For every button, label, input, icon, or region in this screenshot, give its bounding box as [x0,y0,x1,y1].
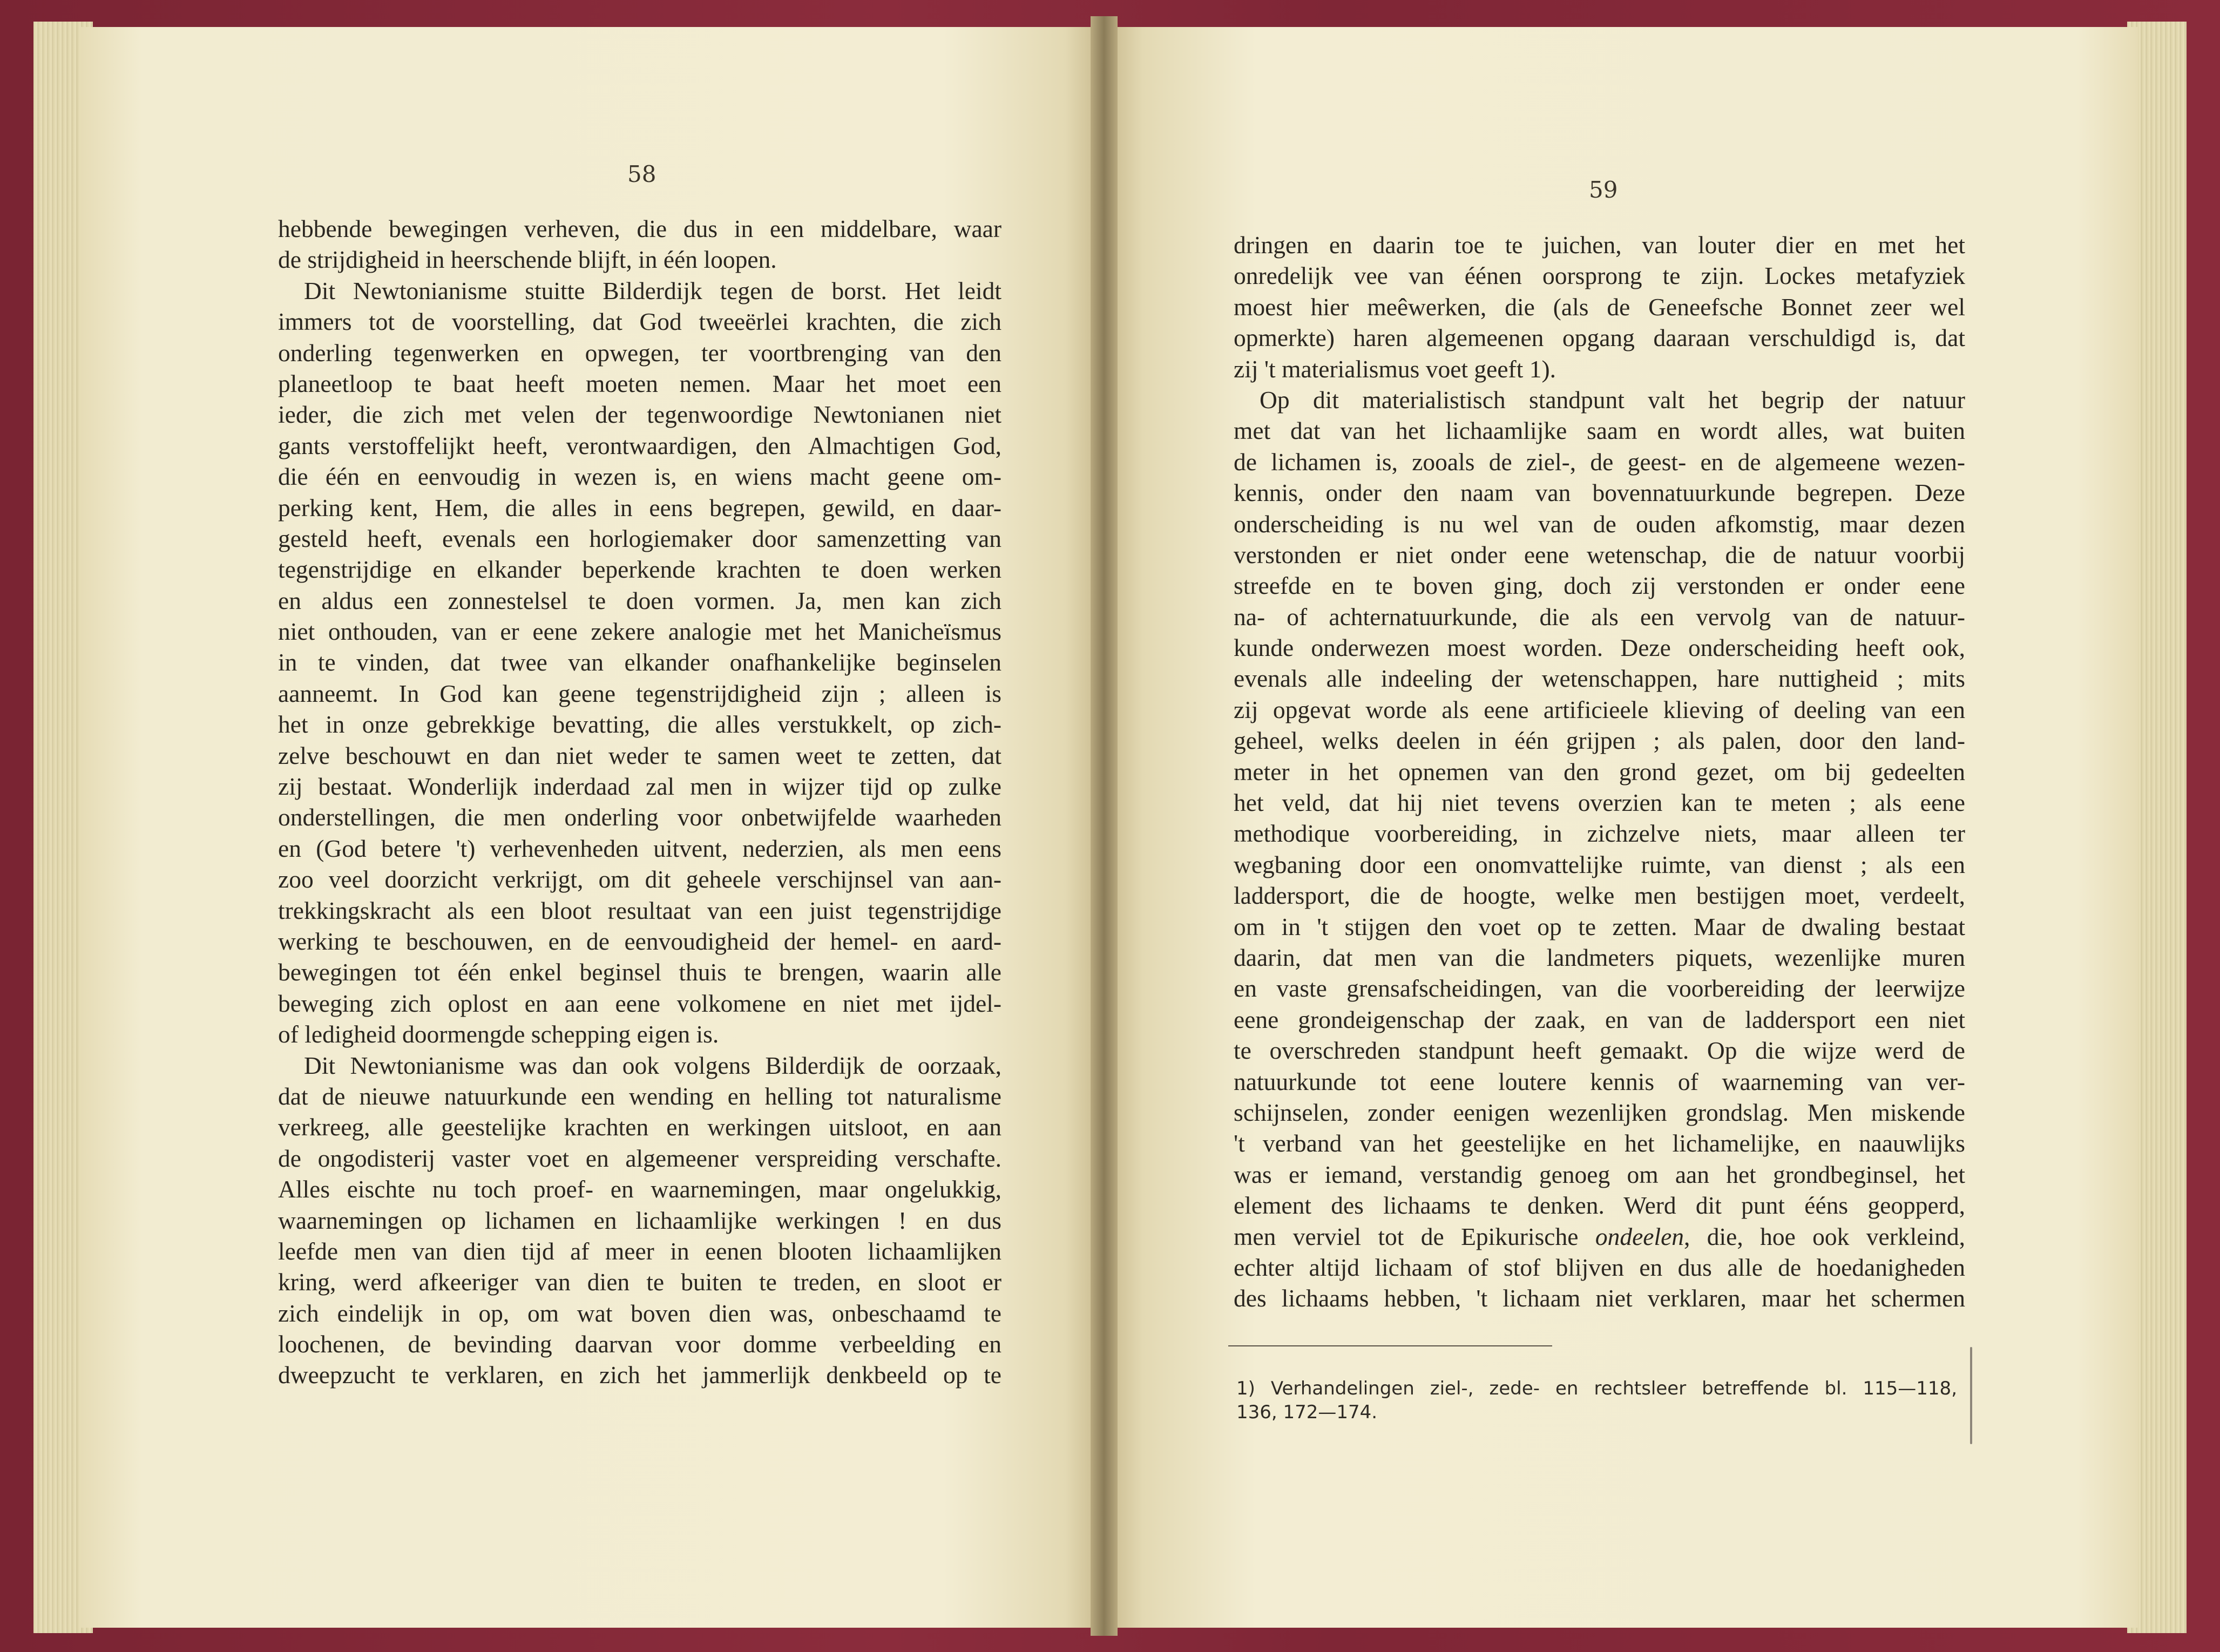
text-line: laddersport, die de hoogte, welke men bestijgen moet, verdeelt, [1234,882,1965,910]
text-line: zoo veel doorzicht verkrijgt, om dit geheele verschijnsel van aan- [278,865,1001,893]
text-line: bewegingen tot één enkel beginsel thuis te brengen, waarin alle [278,958,1001,986]
text-line: Dit Newtonianisme was dan ook volgens Bilderdijk de oorzaak, [304,1051,1001,1079]
text-line: onderscheiding is nu wel van de ouden afkomstig, maar dezen [1234,510,1965,538]
footnote-line: 1) Verhandelingen ziel-, zede- en rechtsleer betreffende bl. 115—118, [1236,1378,1957,1399]
footnote-line: 136, 172—174. [1236,1402,1378,1423]
text-line: Dit Newtonianisme stuitte Bilderdijk tegen de borst. Het leidt [304,276,1001,304]
text-line: de ongodisterij vaster voet en algemeener verspreiding verschafte. [278,1144,1001,1172]
text-line: ieder, die zich met velen der tegenwoordige Newtonianen niet [278,401,1001,429]
text-line: kring, werd afkeeriger van dien te buiten te treden, en sloot er [278,1268,1001,1296]
text-line: het in onze gebrekkige bevatting, die alles verstukkelt, op zich- [278,710,1001,739]
text-line: zelve beschouwt en dan niet weder te samen weet te zetten, dat [278,741,1001,769]
text-line: Alles eischte nu toch proef- en waarnemingen, maar ongelukkig, [278,1175,1001,1203]
text-line: aanneemt. In God kan geene tegenstrijdigheid zijn ; alleen is [278,679,1001,707]
text-line: evenals alle indeeling der wetenschappen, hare nuttigheid ; mits [1234,665,1965,693]
right-page-body [1234,229,1965,1314]
text-line: zij 't materialismus voet geeft 1). [1234,355,1556,383]
text-line: natuurkunde tot eene loutere kennis of waarneming van ver- [1234,1067,1965,1095]
text-line: 't verband van het geestelijke en het lichamelijke, en naauwlijks [1234,1129,1965,1157]
text-line: het veld, dat hij niet tevens overzien kan te meten ; als eene [1234,789,1965,817]
text-line: en aldus een zonnestelsel te doen vormen. Ja, men kan zich [278,586,1001,614]
text-line: moest hier meêwerken, die (als de Geneefsche Bonnet zeer wel [1234,293,1965,321]
footnote-rule [1228,1345,1552,1346]
text-line: dringen en daarin toe te juichen, van louter dier en met het [1234,231,1965,259]
text-line: gants verstoffelijkt heeft, verontwaardigen, den Almachtigen God, [278,431,1001,459]
text-line: methodique voorbereiding, in zichzelve niets, maar alleen ter [1234,820,1965,848]
left-page-body [278,213,1001,1391]
text-line: zich eindelijk in op, om wat boven dien was, onbeschaamd te [278,1299,1001,1327]
page-number-left: 58 [627,161,656,187]
text-line: verstonden er niet onder eene wetenschap, die de natuur voorbij [1234,540,1965,568]
text-line: dat de nieuwe natuurkunde een wending en helling tot naturalisme [278,1082,1001,1110]
text-line: niet onthouden, van er eene zekere analogie met het Manicheïsmus [278,618,1001,646]
text-line: schijnselen, zonder eenigen wezenlijken grondslag. Men miskende [1234,1098,1965,1126]
text-line: en (God betere 't) verhevenheden uitvent, nederzien, als men eens [278,834,1001,862]
text-line: planeetloop te baat heeft moeten nemen. Maar het moet een [278,369,1001,397]
text-line: dweepzucht te verklaren, en zich het jammerlijk denkbeeld op te [278,1361,1001,1389]
text-line: verkreeg, alle geestelijke krachten en werkingen uitsloot, en aan [278,1113,1001,1141]
book-gutter [1091,16,1118,1636]
text-line: beweging zich oplost en aan eene volkomene en niet met ijdel- [278,989,1001,1017]
text-line: element des lichaams te denken. Werd dit punt ééns geopperd, [1234,1191,1965,1220]
text-line: met dat van het lichaamlijke saam en wordt alles, wat buiten [1234,417,1965,445]
text-segment: , die, hoe ook verkleind, [1684,1222,1965,1250]
text-line: de lichamen is, zooals de ziel-, de geest- en de algemeene wezen- [1234,448,1965,476]
text-line: en vaste grensafscheidingen, van die voorbereiding der leerwijze [1234,974,1965,1003]
text-line: waarnemingen op lichamen en lichaamlijke werkingen ! en dus [278,1206,1001,1234]
italic-word: ondeelen [1595,1222,1684,1250]
text-line: geheel, welks deelen in één grijpen ; als palen, door den land- [1234,727,1965,755]
text-line: de strijdigheid in heerschende blijft, in één loopen. [278,246,777,274]
text-line: hebbende bewegingen verheven, die dus in een middelbare, waar [278,215,1001,242]
text-line: streefde en te boven ging, doch zij verstonden er onder eene [1234,572,1965,600]
text-line: in te vinden, dat twee van elkander onafhankelijke beginselen [278,648,1001,676]
page-number-right: 59 [1589,177,1618,203]
text-line: echter altijd lichaam of stof blijven en dus alle de hoedanigheden [1234,1253,1965,1281]
text-line: meter in het opnemen van den grond gezet, om bij gedeelten [1234,757,1965,786]
footnote [1236,1377,1957,1424]
text-line: kunde onderwezen moest worden. Deze onderscheiding heeft ook, [1234,634,1965,662]
text-line: onderstellingen, die men onderling voor onbetwijfelde waarheden [278,803,1001,831]
text-line: zij opgevat worde als eene artificieele klieving of deeling van een [1234,695,1965,723]
text-line: te overschreden standpunt heeft gemaakt. Op die wijze werd de [1234,1037,1965,1065]
text-line: Op dit materialistisch standpunt valt het begrip der natuur [1260,385,1965,414]
text-line: werking te beschouwen, en de eenvoudigheid der hemel- en aard- [278,927,1001,955]
text-line: tegenstrijdige en elkander beperkende krachten te doen werken [278,556,1001,584]
text-line: was er iemand, verstandig genoeg om aan het grondbeginsel, het [1234,1160,1965,1188]
text-line: opmerkte) haren algemeenen opgang daaraan verschuldigd is, dat [1234,324,1965,352]
text-line [1234,1221,1965,1252]
text-line: onderling tegenwerken en opwegen, ter voortbrenging van den [278,338,1001,367]
text-line: eene grondeigenschap der zaak, en van de laddersport een niet [1234,1005,1965,1033]
text-line: perking kent, Hem, die alles in eens begrepen, gewild, en daar- [278,493,1001,522]
text-line: na- of achternatuurkunde, die als een vervolg van de natuur- [1234,602,1965,631]
text-line: loochenen, de bevinding daarvan voor domme verbeelding en [278,1330,1001,1358]
text-line: die één en eenvoudig in wezen is, en wiens macht geene om- [278,463,1001,491]
text-line: daarin, dat men van die landmeters piquets, wezenlijke muren [1234,943,1965,971]
text-line: of ledigheid doormengde schepping eigen is. [278,1020,719,1048]
text-line: des lichaams hebben, 't lichaam niet verklaren, maar het schermen [1234,1284,1965,1312]
text-line: gesteld heeft, evenals een horlogiemaker door samenzetting van [278,524,1001,552]
text-line: kennis, onder den naam van bovennatuurkunde begrepen. Deze [1234,479,1965,507]
pencil-mark [1970,1347,1972,1444]
text-line: zij bestaat. Wonderlijk inderdaad zal men in wijzer tijd op zulke [278,773,1001,801]
text-line: trekkingskracht als een bloot resultaat van een juist tegenstrijdige [278,896,1001,924]
text-line: wegbaning door een onomvattelijke ruimte, van dienst ; als een [1234,850,1965,878]
text-line: onredelijk vee van éénen oorsprong te zijn. Lockes metafyziek [1234,262,1965,290]
text-line: om in 't stijgen den voet op te zetten. Maar de dwaling bestaat [1234,912,1965,940]
text-line: leefde men van dien tijd af meer in eenen blooten lichaamlijken [278,1237,1001,1265]
text-line: immers tot de voorstelling, dat God tweeërlei krachten, die zich [278,308,1001,336]
text-segment: men verviel tot de Epikurische [1234,1222,1595,1250]
